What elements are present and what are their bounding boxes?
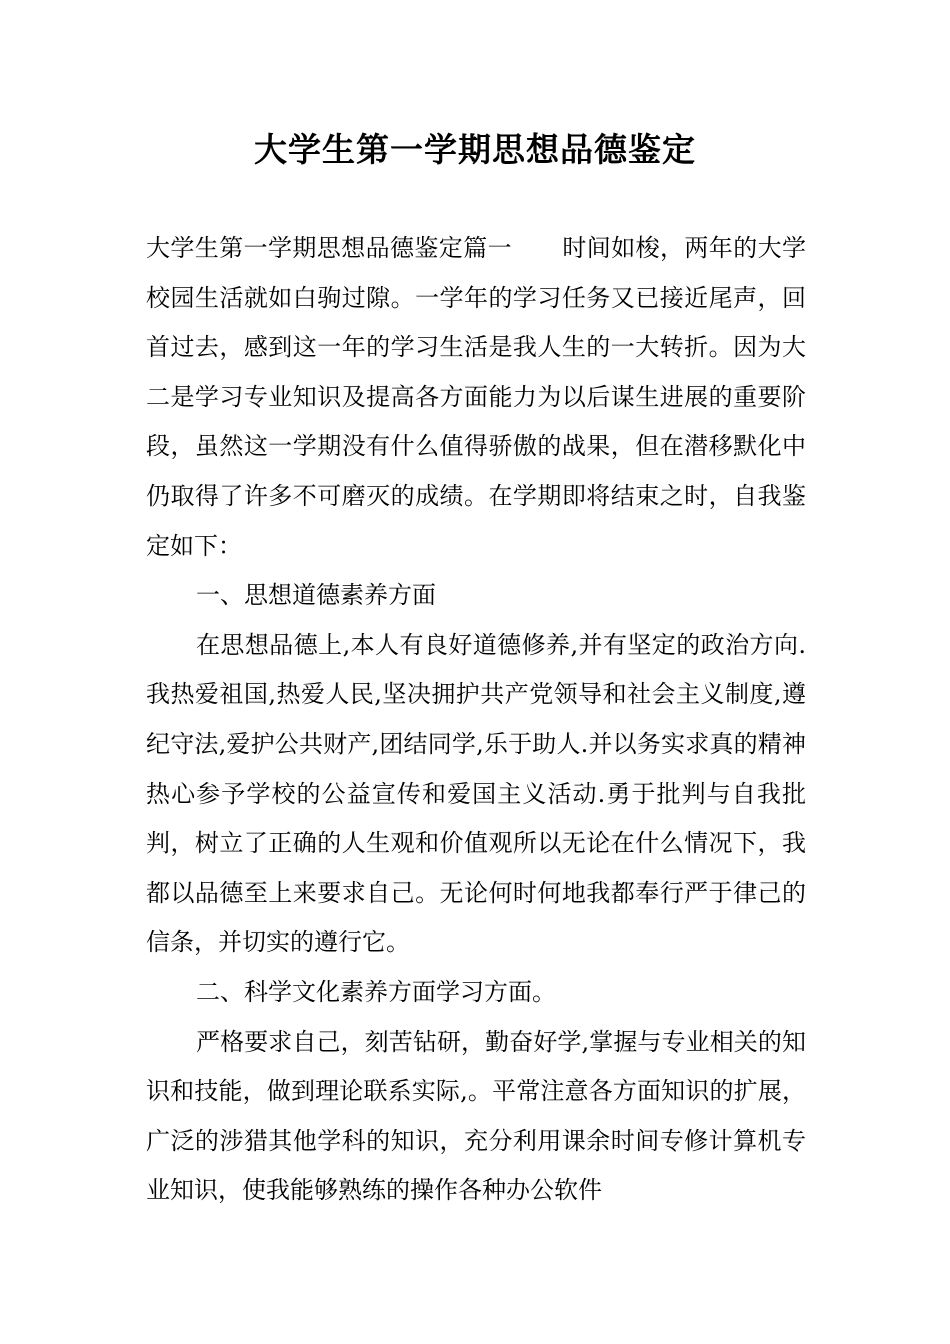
section2-paragraph: 严格要求自己，刻苦钻研，勤奋好学,掌握与专业相关的知识和技能，做到理论联系实际,。平常注意各方面知识的扩展，广泛的涉猎其他学科的知识，充分利用课余时间专修计算机专业知识，使我能够熟练的操作各种办公软件	[146, 1027, 806, 1205]
document-body	[146, 224, 806, 1216]
intro-label: 大学生第一学期思想品德鉴定篇一	[146, 234, 512, 262]
section1-heading: 一、思想道德素养方面	[196, 581, 436, 610]
section1-paragraph: 在思想品德上,本人有良好道德修养,并有坚定的政治方向.我热爱祖国,热爱人民,坚决拥护共产党领导和社会主义制度,遵纪守法,爱护公共财产,团结同学,乐于助人.并以务实求真的精神热心参予学校的公益宣传和爱国主义活动.勇于批判与自我批判，树立了正确的人生观和价值观所以无论在什么情况下，我都以品德至上来要求自己。无论何时何地我都奉行严于律己的信条，并切实的遵行它。	[146, 630, 806, 957]
document-title: 大学生第一学期思想品德鉴定	[254, 130, 696, 169]
intro-text: 时间如梭，两年的大学校园生活就如白驹过隙。一学年的学习任务又已接近尾声，回首过去，感到这一年的学习生活是我人生的一大转折。因为大二是学习专业知识及提高各方面能力为以后谋生进展的重要阶段，虽然这一学期没有什么值得骄傲的战果，但在潜移默化中仍取得了许多不可磨灭的成绩。在学期即将结束之时，自我鉴定如下：	[146, 234, 806, 560]
section2-heading: 二、科学文化素养方面学习方面。	[196, 977, 556, 1006]
intro-paragraph	[146, 224, 806, 571]
